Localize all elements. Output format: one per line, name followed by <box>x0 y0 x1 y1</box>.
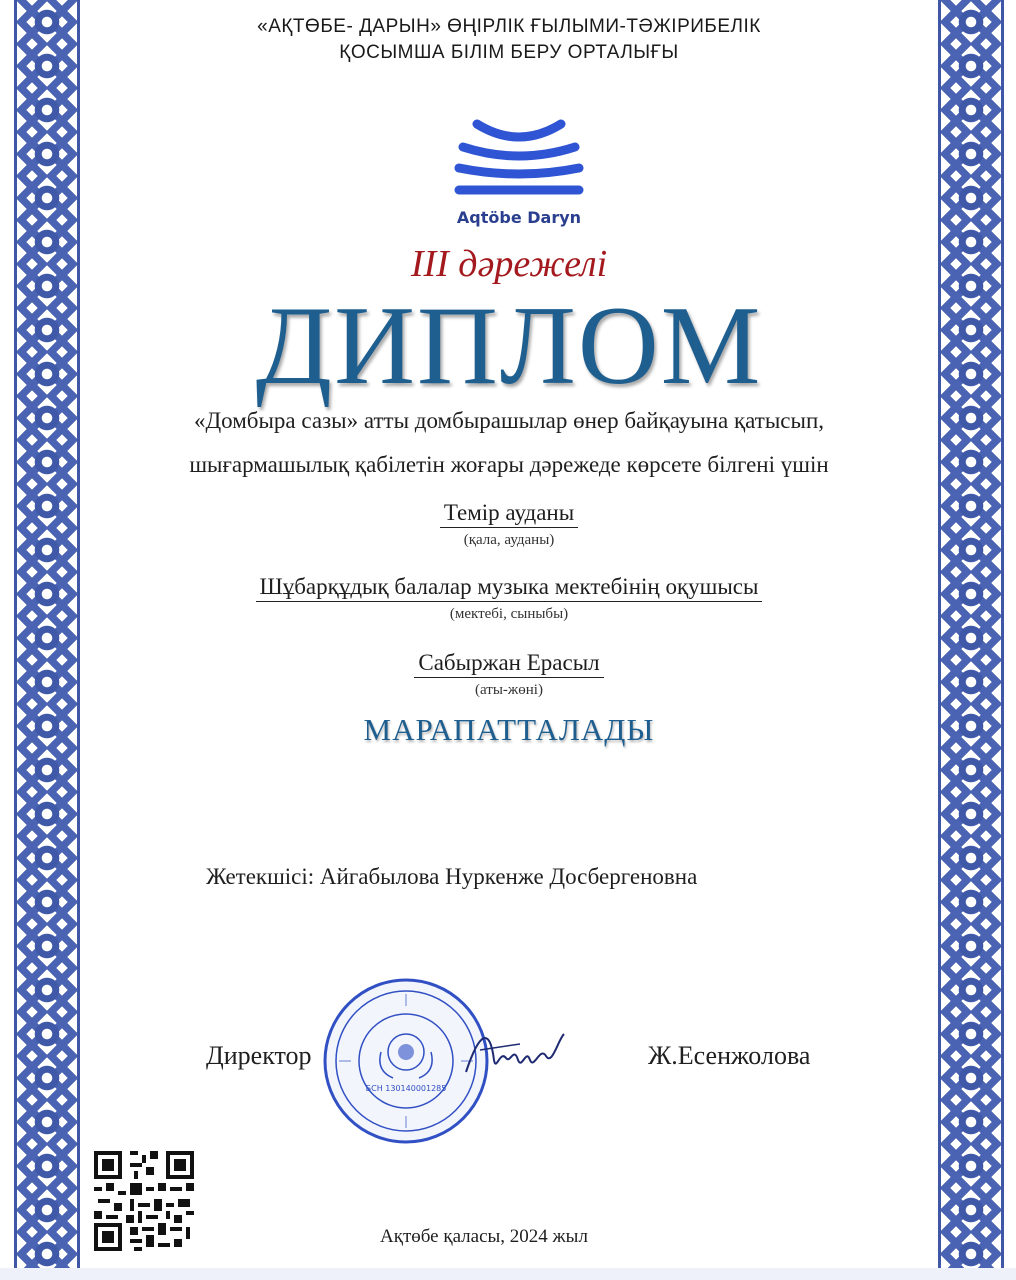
student-name-value: Сабыржан Ерасыл <box>414 650 603 678</box>
district-hint: (қала, ауданы) <box>463 532 555 548</box>
description-line-2: шығармашылық қабілетін жоғары дәрежеде көрсете білгені үшін <box>189 452 829 477</box>
district-field <box>86 500 932 528</box>
district-value: Темір ауданы <box>440 500 578 528</box>
supervisor-line: Жетекшісі: Айгабылова Нуркенже Досбергеновна <box>206 864 698 889</box>
bottom-band <box>0 1268 1016 1280</box>
diploma-title: ДИПЛОМ <box>255 284 763 408</box>
footer-location-year: Ақтөбе қаласы, 2024 жыл <box>380 1226 588 1247</box>
header-line-2: ҚОСЫМША БІЛІМ БЕРУ ОРТАЛЫҒЫ <box>339 42 679 63</box>
aqtobe-daryn-logo-icon <box>449 110 589 232</box>
ornament-border-left <box>14 0 80 1268</box>
director-label: Директор <box>206 1041 312 1070</box>
stamp-bin: БСН 130140001285 <box>365 1084 447 1093</box>
school-value: Шұбарқұдық балалар музыка мектебінің оқушысы <box>256 574 763 602</box>
director-name: Ж.Есенжолова <box>648 1041 811 1070</box>
degree-label: ІІІ дәрежелі <box>410 243 608 285</box>
award-text: МАРАПАТТАЛАДЫ <box>363 712 655 747</box>
student-field <box>86 650 932 678</box>
header-line-1: «АҚТӨБЕ- ДАРЫН» ӨҢІРЛІК ҒЫЛЫМИ-ТӘЖІРИБЕЛІК <box>257 16 761 37</box>
school-hint: (мектебі, сыныбы) <box>449 606 569 622</box>
description-line-1: «Домбыра сазы» атты домбырашылар өнер байқауына қатысып, <box>193 408 825 433</box>
student-hint: (аты-жөні) <box>475 682 543 698</box>
ornament-border-right <box>938 0 1004 1268</box>
logo-caption: Aqtöbe Daryn <box>456 208 582 227</box>
school-field <box>86 574 932 602</box>
qr-code-icon <box>94 1151 194 1251</box>
director-signature <box>460 1020 570 1090</box>
